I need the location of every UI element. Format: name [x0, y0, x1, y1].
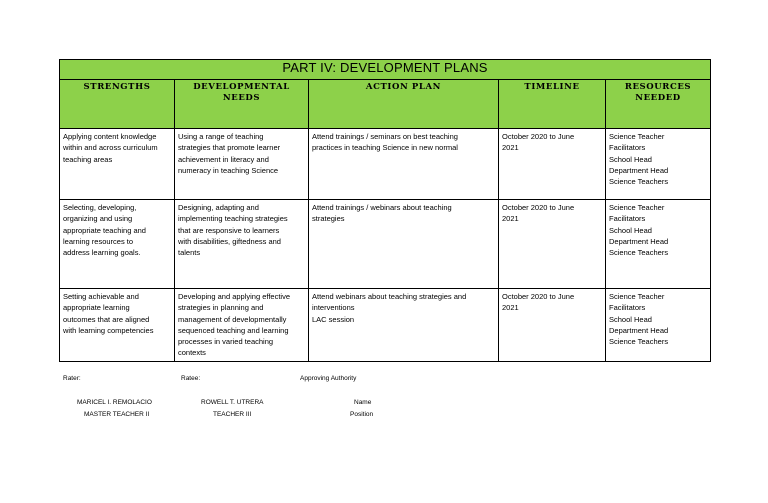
- action-cell: Attend trainings / seminars on best teaching practices in teaching Science in new normal: [309, 129, 499, 200]
- rater-label: Rater:: [63, 375, 81, 382]
- table-row: [60, 200, 711, 289]
- strengths-cell: Selecting, developing, organizing and using appropriate teaching and learning resources to address learning goals.: [60, 200, 175, 289]
- column-header-row: [60, 80, 711, 129]
- header-resources-needed: [606, 80, 711, 129]
- approving-authority-label: Approving Authority: [300, 375, 357, 382]
- table-title: PART IV: DEVELOPMENT PLANS: [60, 60, 711, 80]
- strengths-cell: Applying content knowledge within and across curriculum teaching areas: [60, 129, 175, 200]
- header-timeline: [499, 80, 606, 129]
- development-plans-sheet: [59, 59, 710, 362]
- ratee-name: ROWELL T. UTRERA: [201, 399, 264, 406]
- resources-cell: Science Teacher Facilitators School Head Department Head Science Teachers: [606, 129, 711, 200]
- header-timeline-label: TIMELINE: [524, 82, 580, 92]
- header-action-plan: [309, 80, 499, 129]
- rater-position: MASTER TEACHER II: [84, 411, 150, 418]
- table-row: [60, 129, 711, 200]
- needs-cell: Developing and applying effective strategies in planning and management of developmentally sequenced teaching and learning processes in varied teaching contexts: [175, 289, 309, 362]
- header-action-label: ACTION PLAN: [365, 82, 442, 92]
- header-needs-line-2: NEEDS: [222, 93, 261, 103]
- header-strengths: [60, 80, 175, 129]
- rater-name: MARICEL I. REMOLACIO: [77, 399, 152, 406]
- timeline-cell: October 2020 to June 2021: [499, 129, 606, 200]
- action-cell: Attend webinars about teaching strategies and interventions LAC session: [309, 289, 499, 362]
- resources-cell: Science Teacher Facilitators School Head Department Head Science Teachers: [606, 289, 711, 362]
- header-resources-line-2: NEEDED: [635, 93, 681, 103]
- header-needs-line-1: DEVELOPMENTAL: [193, 82, 290, 92]
- approving-position: Position: [350, 411, 374, 418]
- development-plans-table: [59, 59, 711, 362]
- needs-cell: Designing, adapting and implementing teaching strategies that are responsive to learners with disabilities, giftedness and talents: [175, 200, 309, 289]
- ratee-position: TEACHER III: [213, 411, 252, 418]
- action-cell: Attend trainings / webinars about teaching strategies: [309, 200, 499, 289]
- strengths-cell: Setting achievable and appropriate learning outcomes that are aligned with learning competencies: [60, 289, 175, 362]
- resources-cell: Science Teacher Facilitators School Head Department Head Science Teachers: [606, 200, 711, 289]
- table-row: [60, 289, 711, 362]
- timeline-cell: October 2020 to June 2021: [499, 289, 606, 362]
- header-developmental-needs: [175, 80, 309, 129]
- timeline-cell: October 2020 to June 2021: [499, 200, 606, 289]
- needs-cell: Using a range of teaching strategies that promote learner achievement in literacy and numeracy in teaching Science: [175, 129, 309, 200]
- table-title-row: [60, 60, 711, 80]
- ratee-label: Ratee:: [181, 375, 201, 382]
- approving-name: Name: [354, 399, 372, 406]
- header-strengths-label: STRENGTHS: [83, 82, 151, 92]
- header-resources-line-1: RESOURCES: [624, 82, 692, 92]
